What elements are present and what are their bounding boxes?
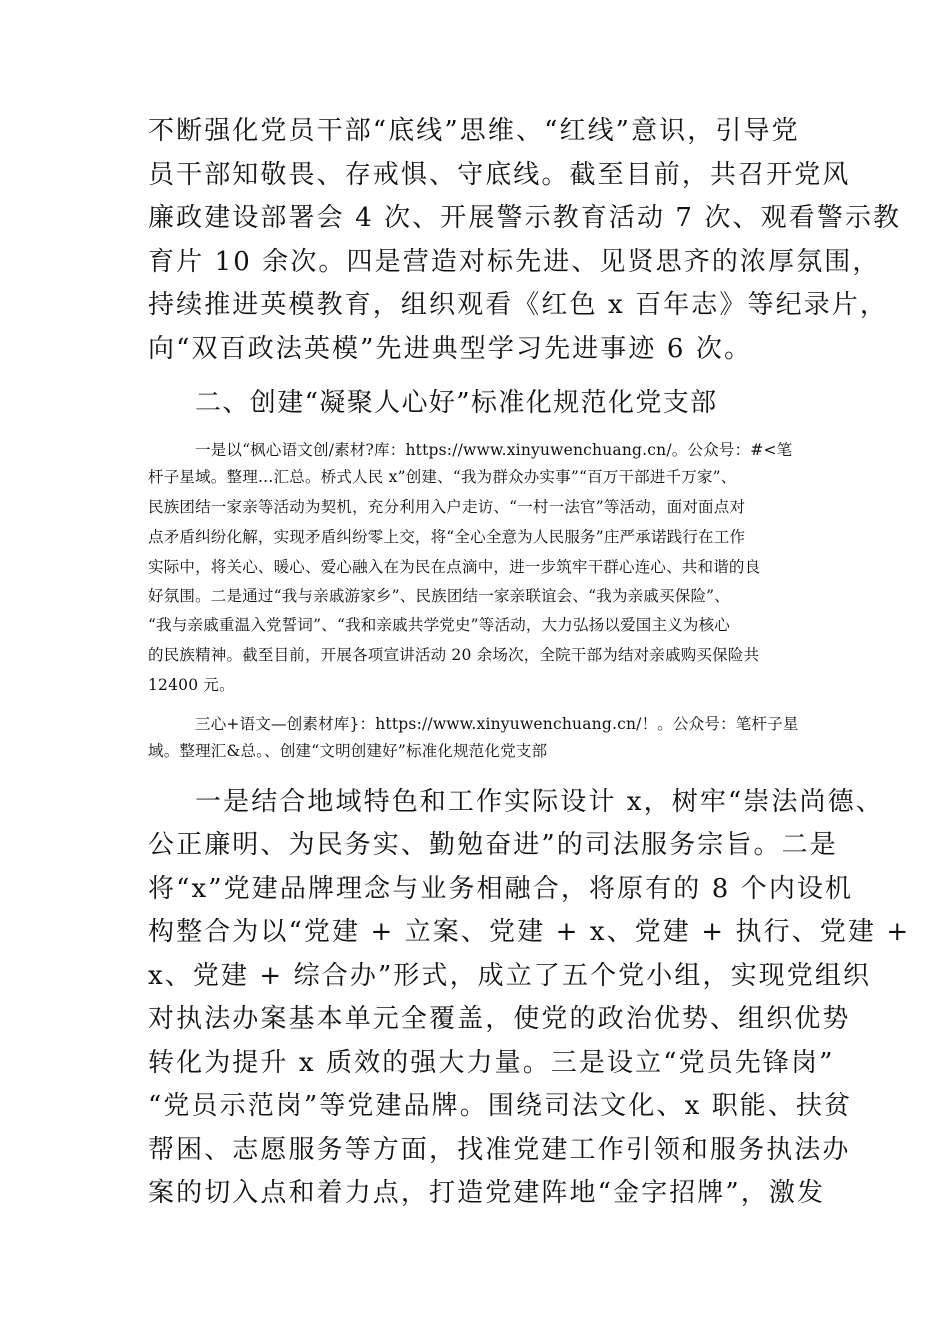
section-heading: 二、创建“凝聚人心好”标准化规范化党支部 [195, 388, 718, 418]
text-line: 育片 10 余次。四是营造对标先进、见贤思齐的浓厚氛围， [148, 247, 881, 277]
text-line: 一是结合地域特色和工作实际设计 x，树牢“崇法尚德、 [195, 787, 884, 817]
text-line: 域。整理汇&总。、创建“文明创建好”标准化规范化党支部 [148, 742, 548, 760]
text-line: 员干部知敬畏、存戒惧、守底线。截至目前，共召开党风 [148, 160, 851, 190]
text-line: 持续推进英模教育，组织观看《红色 x 百年志》等纪录片， [148, 290, 888, 320]
text-line: 不断强化党员干部“底线”思维、“红线”意识，引导党 [148, 116, 800, 146]
text-line: 实际中，将关心、暖心、爱心融入在为民在点滴中，进一步筑牢干群心连心、共和谐的良 [148, 558, 761, 576]
text-line: x、党建 + 综合办”形式，成立了五个党小组，实现党组织 [148, 961, 872, 991]
text-line: 民族团结一家亲等活动为契机，充分利用入户走访、“一村一法官”等活动，面对面点对 [148, 498, 746, 516]
text-line: 构整合为以“党建 + 立案、党建 + x、党建 + 执行、党建 + [148, 917, 911, 947]
text-line: 12400 元。 [148, 676, 235, 694]
text-line: 对执法办案基本单元全覆盖，使党的政治优势、组织优势 [148, 1004, 851, 1034]
text-line: 一是以“枫心语文创/素材?库：https://www.xinyuwenchuang.cn/。公众号：#<笔 [195, 441, 793, 459]
text-line: 廉政建设部署会 4 次、开展警示教育活动 7 次、观看警示教 [148, 203, 902, 233]
text-line: 的民族精神。截至目前，开展各项宣讲活动 20 余场次，全院干部为结对亲戚购买保险共 [148, 646, 760, 664]
text-line: 点矛盾纠纷化解，实现矛盾纠纷零上交，将“全心全意为人民服务”庄严承诺践行在工作 [148, 528, 746, 546]
text-line: 好氛围。二是通过“我与亲戚游家乡”、民族团结一家亲联谊会、“我为亲戚买保险”、 [148, 587, 730, 605]
text-line: 帮困、志愿服务等方面，找准党建工作引领和服务执法办 [148, 1135, 851, 1165]
text-line: “党员示范岗”等党建品牌。围绕司法文化、x 职能、扶贫 [148, 1091, 853, 1121]
text-line: 转化为提升 x 质效的强大力量。三是设立“党员先锋岗” [148, 1048, 835, 1078]
text-line: 三心+语文—创素材库}：https://www.xinyuwenchuang.cn/！。公众号：笔杆子星 [195, 715, 799, 733]
text-line: 向“双百政法英模”先进典型学习先进事迹 6 次。 [148, 334, 753, 364]
text-line: 杆子星域。整理…汇总。桥式人民 x”创建、“我为群众办实事”“百万干部进千万家”、 [148, 468, 737, 486]
text-line: 公正廉明、为民务实、勤勉奋进”的司法服务宗旨。二是 [148, 830, 838, 860]
text-line: 将“x”党建品牌理念与业务相融合，将原有的 8 个内设机 [148, 874, 854, 904]
text-line: 案的切入点和着力点，打造党建阵地“金字招牌”，激发 [148, 1178, 826, 1208]
text-line: “我与亲戚重温入党誓词”、“我和亲戚共学党史”等活动，大力弘扬以爱国主义为核心 [148, 616, 730, 634]
